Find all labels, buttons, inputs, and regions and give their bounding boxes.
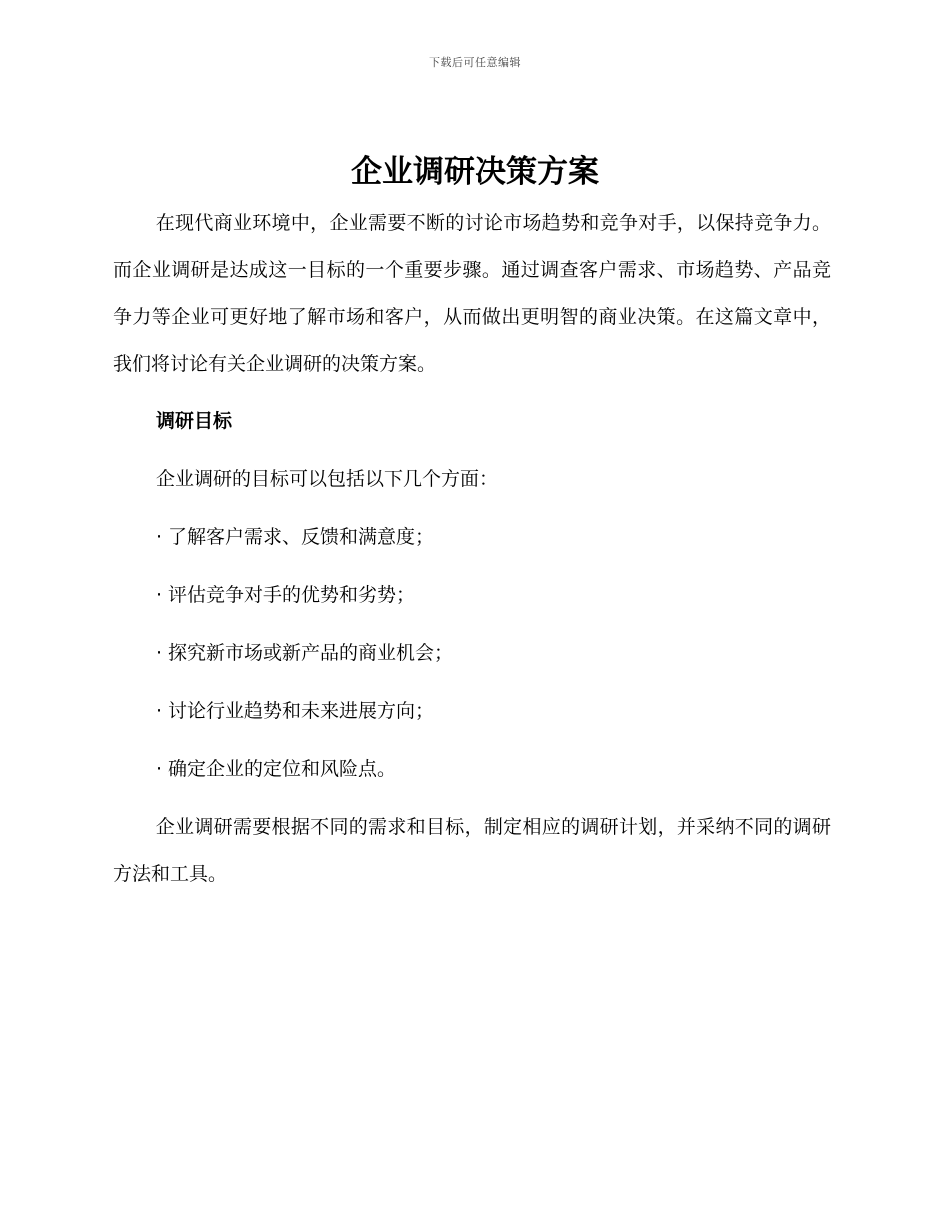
list-item xyxy=(113,572,831,619)
bullet-icon: · xyxy=(156,642,163,664)
objectives-list xyxy=(113,514,831,793)
bullet-icon: · xyxy=(156,700,163,722)
list-item xyxy=(113,630,831,677)
list-item-text: 探究新市场或新产品的商业机会； xyxy=(168,642,454,664)
list-item xyxy=(113,514,831,561)
section-lead: 企业调研的目标可以包括以下几个方面： xyxy=(156,468,499,490)
list-item xyxy=(113,688,831,735)
closing-paragraph: 企业调研需要根据不同的需求和目标，制定相应的调研计划，并采纳不同的调研方法和工具。 xyxy=(113,816,831,885)
section-heading: 调研目标 xyxy=(156,410,233,432)
list-item xyxy=(113,746,831,793)
bullet-icon: · xyxy=(156,758,163,780)
document-body xyxy=(113,200,831,898)
list-item-text: 讨论行业趋势和未来进展方向； xyxy=(168,700,435,722)
bullet-icon: · xyxy=(156,584,163,606)
list-item-text: 评估竞争对手的优势和劣势； xyxy=(168,584,416,606)
bullet-icon: · xyxy=(156,526,163,548)
intro-paragraph: 在现代商业环境中，企业需要不断的讨论市场趋势和竞争对手，以保持竞争力。而企业调研是达成这一目标的一个重要步骤。通过调查客户需求、市场趋势、产品竞争力等企业可更好地了解市场和客户，从而做出更明智的商业决策。在这篇文章中，我们将讨论有关企业调研的决策方案。 xyxy=(113,212,831,375)
list-item-text: 了解客户需求、反馈和满意度； xyxy=(168,526,435,548)
document-title: 企业调研决策方案 xyxy=(351,154,599,190)
list-item-text: 确定企业的定位和风险点。 xyxy=(168,758,397,780)
header-note: 下载后可任意编辑 xyxy=(429,56,521,69)
